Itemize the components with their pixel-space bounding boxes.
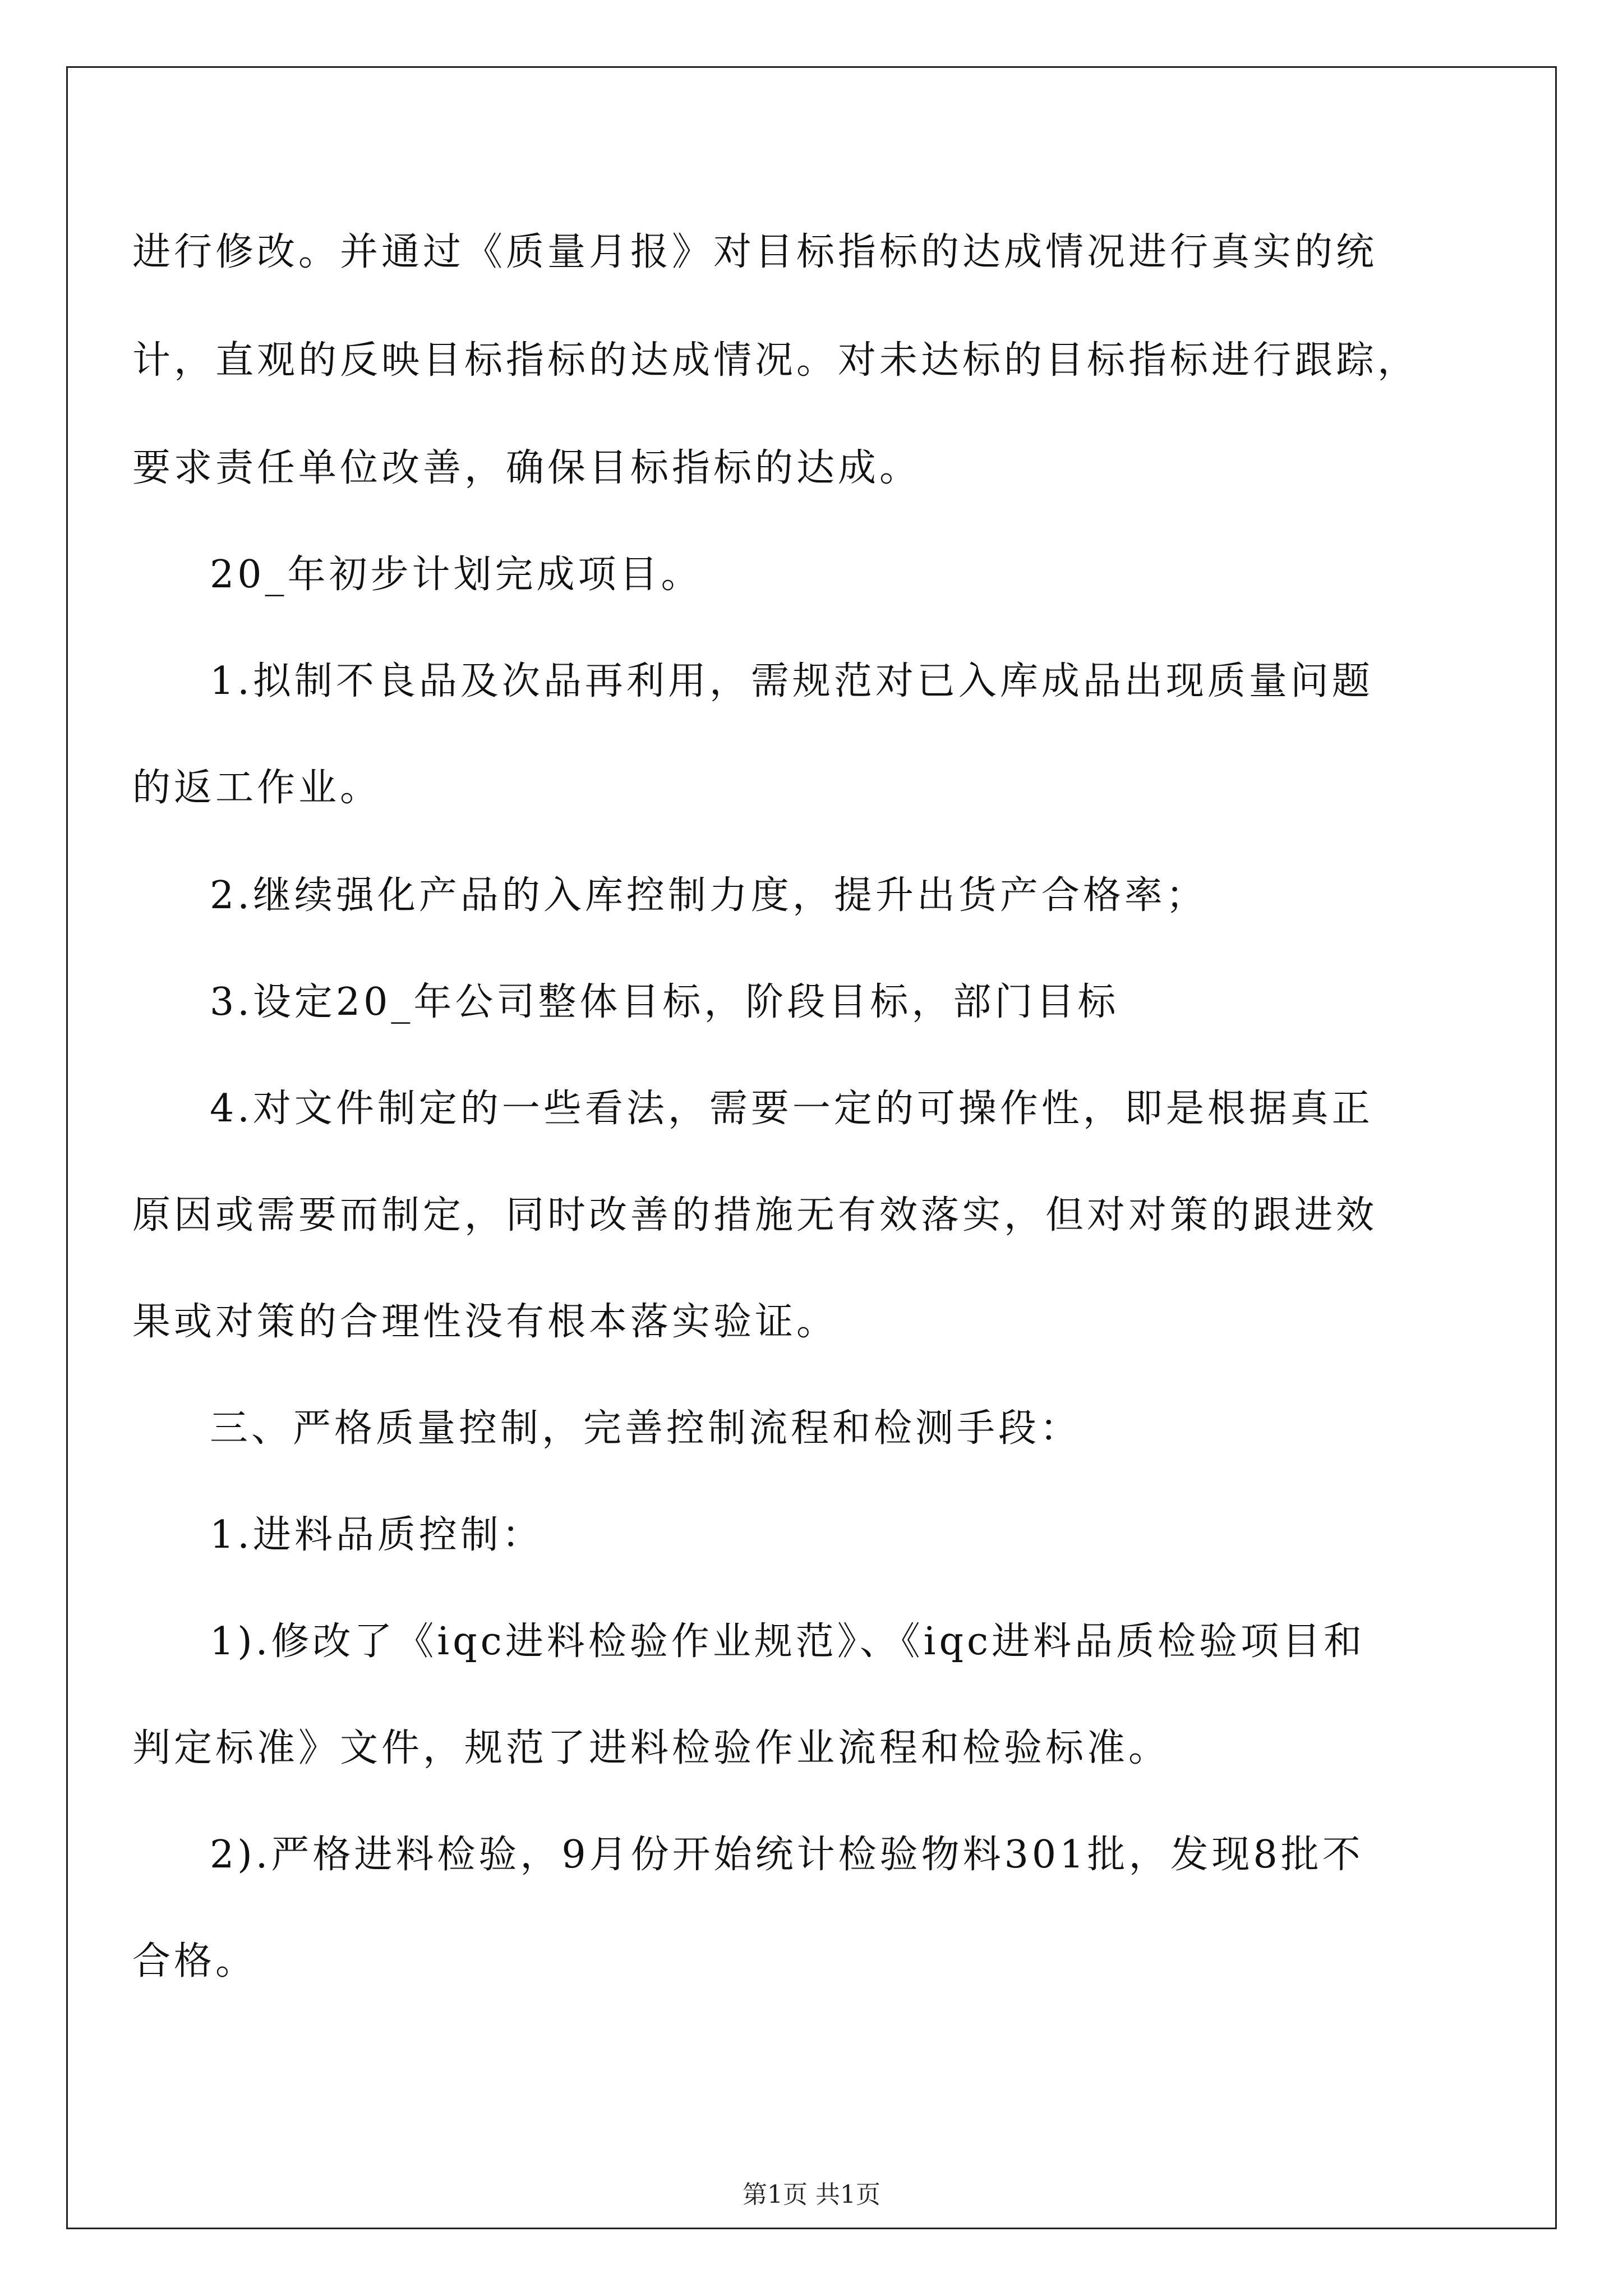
text-line: 4.对文件制定的一些看法，需要一定的可操作性，即是根据真正 — [210, 1087, 1373, 1131]
page-frame — [66, 66, 1557, 2229]
text-line: 的返工作业。 — [132, 766, 382, 810]
text-line: 合格。 — [132, 1939, 257, 1984]
text-line: 判定标准》文件，规范了进料检验作业流程和检验标准。 — [132, 1726, 1170, 1770]
text-line: 20_年初步计划完成项目。 — [210, 553, 703, 597]
text-line: 三、严格质量控制，完善控制流程和检测手段： — [210, 1406, 1082, 1451]
text-line: 计，直观的反映目标指标的达成情况。对未达标的目标指标进行跟踪， — [132, 338, 1419, 383]
text-line: 1.进料品质控制： — [210, 1513, 543, 1557]
text-line: 2).严格进料检验，9月份开始统计检验物料301批，发现8批不 — [210, 1833, 1364, 1877]
page-footer: 第1页 共1页 — [743, 2180, 880, 2209]
text-line: 进行修改。并通过《质量月报》对目标指标的达成情况进行真实的统 — [132, 230, 1378, 274]
text-line: 1).修改了《iqc进料检验作业规范》、《iqc进料品质检验项目和 — [210, 1619, 1366, 1664]
text-line: 要求责任单位改善，确保目标指标的达成。 — [132, 446, 921, 490]
text-line: 1.拟制不良品及次品再利用，需规范对已入库成品出现质量问题 — [210, 659, 1373, 703]
text-line: 原因或需要而制定，同时改善的措施无有效落实，但对对策的跟进效 — [132, 1193, 1378, 1237]
text-line: 3.设定20_年公司整体目标，阶段目标，部门目标 — [210, 980, 1119, 1024]
text-line: 果或对策的合理性没有根本落实验证。 — [132, 1300, 838, 1344]
text-line: 2.继续强化产品的入库控制力度，提升出货产合格率； — [210, 873, 1207, 918]
